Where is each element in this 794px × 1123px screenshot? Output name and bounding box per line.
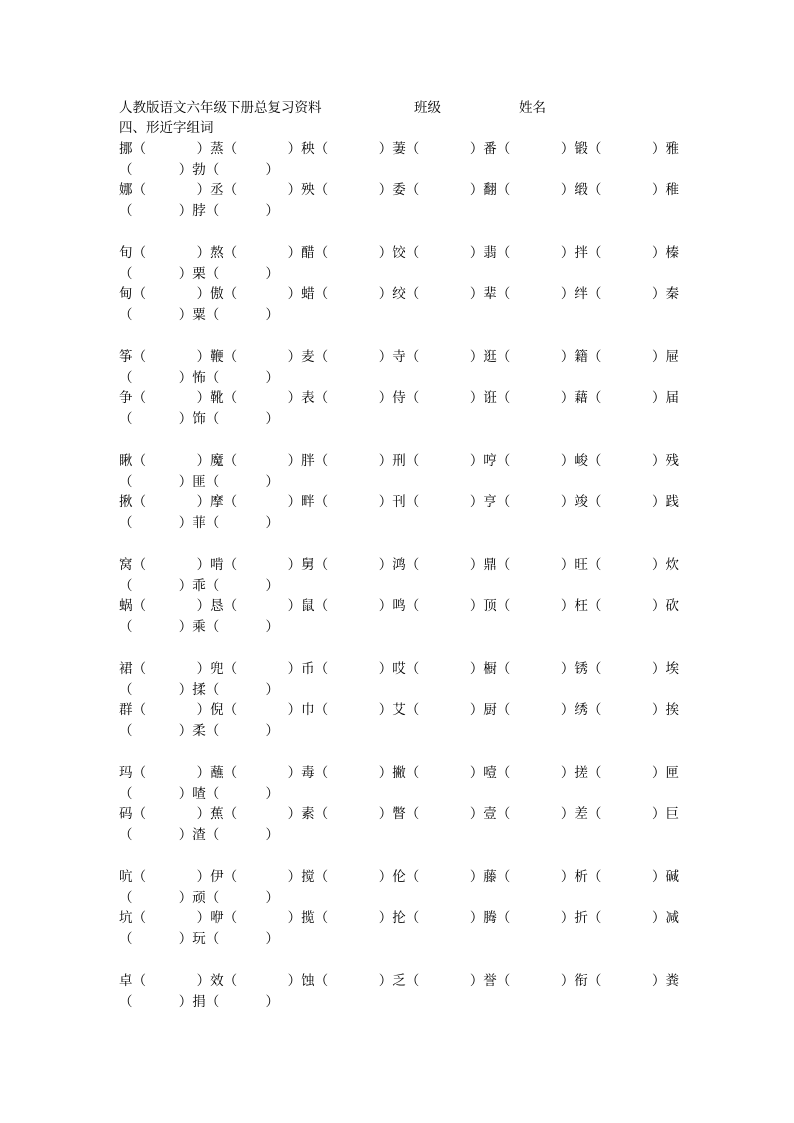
word-item: ）橱（ xyxy=(469,661,511,677)
word-item: ）折（ xyxy=(560,910,602,926)
exercise-row-continued xyxy=(119,513,279,533)
word-item: 群（ xyxy=(119,702,146,718)
word-item: ）亨（ xyxy=(469,494,511,510)
name-label: 姓名 xyxy=(519,100,546,116)
word-item: ） xyxy=(265,514,279,531)
word-item: （ xyxy=(119,473,133,490)
word-item: ）啃（ xyxy=(196,557,238,573)
word-item: ）胖（ xyxy=(287,453,329,469)
word-item: ）恳（ xyxy=(196,598,238,614)
word-item: ）腾（ xyxy=(469,910,511,926)
exercise-row-continued xyxy=(119,305,279,325)
word-item: ）撇（ xyxy=(378,765,420,781)
word-item: ）乖（ xyxy=(178,577,220,594)
word-item: ）萋（ xyxy=(378,141,420,157)
word-item: ）榛 xyxy=(651,245,679,261)
word-item: （ xyxy=(119,369,133,386)
word-item: ）缎（ xyxy=(560,182,602,198)
word-item: ）翡（ xyxy=(469,245,511,261)
word-item: ） xyxy=(265,369,279,386)
word-item: ）碱 xyxy=(651,869,679,885)
word-item: ）侍（ xyxy=(378,390,420,406)
word-item: ）殃（ xyxy=(287,182,329,198)
word-item: ）锻（ xyxy=(560,141,602,157)
word-item: ）舅（ xyxy=(287,557,329,573)
word-item: ）锈（ xyxy=(560,661,602,677)
word-item: （ xyxy=(119,202,133,219)
word-item: ）伦（ xyxy=(378,869,420,885)
word-item: ）拌（ xyxy=(560,245,602,261)
word-item: （ xyxy=(119,993,133,1010)
word-item: （ xyxy=(119,681,133,698)
word-item: ） xyxy=(265,993,279,1010)
exercise-row xyxy=(119,347,679,367)
word-item: ）勃（ xyxy=(178,161,220,178)
word-item: （ xyxy=(119,722,133,739)
word-item: ）逛（ xyxy=(469,349,511,365)
word-item: 蜗（ xyxy=(119,598,146,614)
exercise-row xyxy=(119,971,679,991)
word-item: ）刑（ xyxy=(378,453,420,469)
word-item: ）委（ xyxy=(378,182,420,198)
word-item: ）粪 xyxy=(651,973,679,989)
word-item: ）减 xyxy=(651,910,679,926)
word-item: ）蜡（ xyxy=(287,286,329,302)
word-item: 争（ xyxy=(119,390,146,406)
word-item: ）蘸（ xyxy=(196,765,238,781)
word-item: ）效（ xyxy=(196,973,238,989)
word-item: ）哼（ xyxy=(469,453,511,469)
exercise-row-continued xyxy=(119,472,279,492)
word-item: 码（ xyxy=(119,806,146,822)
word-item: ）乘（ xyxy=(178,618,220,635)
word-item: ）鸣（ xyxy=(378,598,420,614)
word-item: （ xyxy=(119,826,133,843)
word-item: ）雅 xyxy=(651,141,679,157)
exercise-row-continued xyxy=(119,264,279,284)
word-item: ）粟（ xyxy=(178,306,220,323)
word-item: （ xyxy=(119,577,133,594)
word-item: 裙（ xyxy=(119,661,146,677)
word-item: ）绞（ xyxy=(378,286,420,302)
word-item: ）竣（ xyxy=(560,494,602,510)
exercise-row-continued xyxy=(119,160,279,180)
word-item: （ xyxy=(119,514,133,531)
word-item: ）番（ xyxy=(469,141,511,157)
word-item: ）巨 xyxy=(651,806,679,822)
word-item: ）艾（ xyxy=(378,702,420,718)
word-item: ）咿（ xyxy=(196,910,238,926)
word-item: ）素（ xyxy=(287,806,329,822)
word-item: ）鼠（ xyxy=(287,598,329,614)
word-item: ）顶（ xyxy=(469,598,511,614)
exercise-row xyxy=(119,284,679,304)
word-item: ） xyxy=(265,681,279,698)
word-item: ）蚀（ xyxy=(287,973,329,989)
word-item: ）刊（ xyxy=(378,494,420,510)
word-item: ）秦 xyxy=(651,286,679,302)
section-title: 四、形近字组词 xyxy=(119,120,214,136)
word-item: ）脖（ xyxy=(178,202,220,219)
word-item: ）哎（ xyxy=(378,661,420,677)
word-item: ）饺（ xyxy=(378,245,420,261)
word-item: ） xyxy=(265,306,279,323)
word-item: ） xyxy=(265,722,279,739)
word-item: ）熬（ xyxy=(196,245,238,261)
word-item: ）枉（ xyxy=(560,598,602,614)
exercise-row xyxy=(119,908,679,928)
word-item: ）丞（ xyxy=(196,182,238,198)
word-item: ） xyxy=(265,202,279,219)
word-item: ）届 xyxy=(651,390,679,406)
exercise-row-continued xyxy=(119,929,279,949)
word-item: ）怖（ xyxy=(178,369,220,386)
exercise-row xyxy=(119,659,679,679)
word-item: ）旺（ xyxy=(560,557,602,573)
word-item: ）菲（ xyxy=(178,514,220,531)
word-item: ）辈（ xyxy=(469,286,511,302)
exercise-row xyxy=(119,700,679,720)
word-item: ）绣（ xyxy=(560,702,602,718)
exercise-row-continued xyxy=(119,409,279,429)
word-item: ）顽（ xyxy=(178,889,220,906)
word-item: ）匪（ xyxy=(178,473,220,490)
word-item: ）醋（ xyxy=(287,245,329,261)
word-item: ）翻（ xyxy=(469,182,511,198)
word-item: ）麦（ xyxy=(287,349,329,365)
word-item: ）魔（ xyxy=(196,453,238,469)
word-item: ）寺（ xyxy=(378,349,420,365)
class-label: 班级 xyxy=(414,100,441,116)
word-item: ） xyxy=(265,410,279,427)
exercise-row xyxy=(119,451,679,471)
word-item: ）埃 xyxy=(651,661,679,677)
word-item: ）砍 xyxy=(651,598,679,614)
word-item: ） xyxy=(265,473,279,490)
exercise-row-continued xyxy=(119,784,279,804)
word-item: ）栗（ xyxy=(178,265,220,282)
word-item: ）峻（ xyxy=(560,453,602,469)
word-item: ）瞥（ xyxy=(378,806,420,822)
exercise-row-continued xyxy=(119,888,279,908)
word-item: ） xyxy=(265,577,279,594)
word-item: ）誉（ xyxy=(469,973,511,989)
exercise-row xyxy=(119,492,679,512)
word-item: ）揉（ xyxy=(178,681,220,698)
word-item: ）巾（ xyxy=(287,702,329,718)
word-item: ）噎（ xyxy=(469,765,511,781)
word-item: ）捐（ xyxy=(178,993,220,1010)
word-item: ）兜（ xyxy=(196,661,238,677)
word-item: 娜（ xyxy=(119,182,146,198)
word-item: 坑（ xyxy=(119,910,146,926)
word-item: ）渣（ xyxy=(178,826,220,843)
word-item: ）鸿（ xyxy=(378,557,420,573)
word-item: 揪（ xyxy=(119,494,146,510)
word-item: ）壹（ xyxy=(469,806,511,822)
word-item: （ xyxy=(119,265,133,282)
word-item: ）傲（ xyxy=(196,286,238,302)
word-item: ）炊 xyxy=(651,557,679,573)
word-item: ） xyxy=(265,889,279,906)
word-item: ）伊（ xyxy=(196,869,238,885)
exercise-row xyxy=(119,243,679,263)
word-item: ）倪（ xyxy=(196,702,238,718)
word-item: 旬（ xyxy=(119,245,146,261)
word-item: 吭（ xyxy=(119,869,146,885)
word-item: ）柔（ xyxy=(178,722,220,739)
exercise-row xyxy=(119,804,679,824)
word-item: ）屉 xyxy=(651,349,679,365)
word-item: ）诳（ xyxy=(469,390,511,406)
word-item: （ xyxy=(119,930,133,947)
exercise-row-continued xyxy=(119,721,279,741)
word-item: 挪（ xyxy=(119,141,146,157)
word-item: ）鼎（ xyxy=(469,557,511,573)
word-item: （ xyxy=(119,306,133,323)
exercise-row-continued xyxy=(119,825,279,845)
word-item: ）表（ xyxy=(287,390,329,406)
word-item: ）乏（ xyxy=(378,973,420,989)
word-item: ）差（ xyxy=(560,806,602,822)
document-header xyxy=(119,98,679,118)
word-item: ） xyxy=(265,930,279,947)
word-item: ）藤（ xyxy=(469,869,511,885)
word-item: ）藉（ xyxy=(560,390,602,406)
exercise-row xyxy=(119,763,679,783)
exercise-row xyxy=(119,139,679,159)
exercise-row-continued xyxy=(119,368,279,388)
exercise-row-continued xyxy=(119,576,279,596)
word-item: （ xyxy=(119,161,133,178)
word-item: 筝（ xyxy=(119,349,146,365)
word-item: ）绊（ xyxy=(560,286,602,302)
exercise-row-continued xyxy=(119,201,279,221)
word-item: 窝（ xyxy=(119,557,146,573)
word-item: ）蒸（ xyxy=(196,141,238,157)
word-item: ）喳（ xyxy=(178,785,220,802)
word-item: （ xyxy=(119,785,133,802)
word-item: ）衔（ xyxy=(560,973,602,989)
word-item: ） xyxy=(265,265,279,282)
exercise-row xyxy=(119,180,679,200)
word-item: ）挨 xyxy=(651,702,679,718)
word-item: ）残 xyxy=(651,453,679,469)
word-item: ） xyxy=(265,826,279,843)
word-item: ） xyxy=(265,618,279,635)
word-item: ）蕉（ xyxy=(196,806,238,822)
word-item: ）践 xyxy=(651,494,679,510)
document-title: 人教版语文六年级下册总复习资料 xyxy=(119,100,322,116)
word-item: ）析（ xyxy=(560,869,602,885)
exercise-row xyxy=(119,555,679,575)
word-item: （ xyxy=(119,618,133,635)
exercise-row xyxy=(119,596,679,616)
exercise-row xyxy=(119,867,679,887)
word-item: ）饰（ xyxy=(178,410,220,427)
exercise-row-continued xyxy=(119,992,279,1012)
word-item: 瞅（ xyxy=(119,453,146,469)
word-item: ）秧（ xyxy=(287,141,329,157)
word-item: 玛（ xyxy=(119,765,146,781)
word-item: ）匣 xyxy=(651,765,679,781)
word-item: ）毒（ xyxy=(287,765,329,781)
exercise-row-continued xyxy=(119,680,279,700)
word-item: ）摩（ xyxy=(196,494,238,510)
word-item: ）玩（ xyxy=(178,930,220,947)
word-item: （ xyxy=(119,410,133,427)
exercise-row xyxy=(119,388,679,408)
word-item: 卓（ xyxy=(119,973,146,989)
word-item: 甸（ xyxy=(119,286,146,302)
word-item: （ xyxy=(119,889,133,906)
word-item: ）币（ xyxy=(287,661,329,677)
word-item: ）搓（ xyxy=(560,765,602,781)
word-item: ）揽（ xyxy=(287,910,329,926)
word-item: ）搅（ xyxy=(287,869,329,885)
word-item: ）抡（ xyxy=(378,910,420,926)
word-item: ）靴（ xyxy=(196,390,238,406)
word-item: ）稚 xyxy=(651,182,679,198)
word-item: ）畔（ xyxy=(287,494,329,510)
word-item: ）籍（ xyxy=(560,349,602,365)
word-item: ） xyxy=(265,161,279,178)
exercise-row-continued xyxy=(119,617,279,637)
word-item: ）鞭（ xyxy=(196,349,238,365)
word-item: ）厨（ xyxy=(469,702,511,718)
word-item: ） xyxy=(265,785,279,802)
